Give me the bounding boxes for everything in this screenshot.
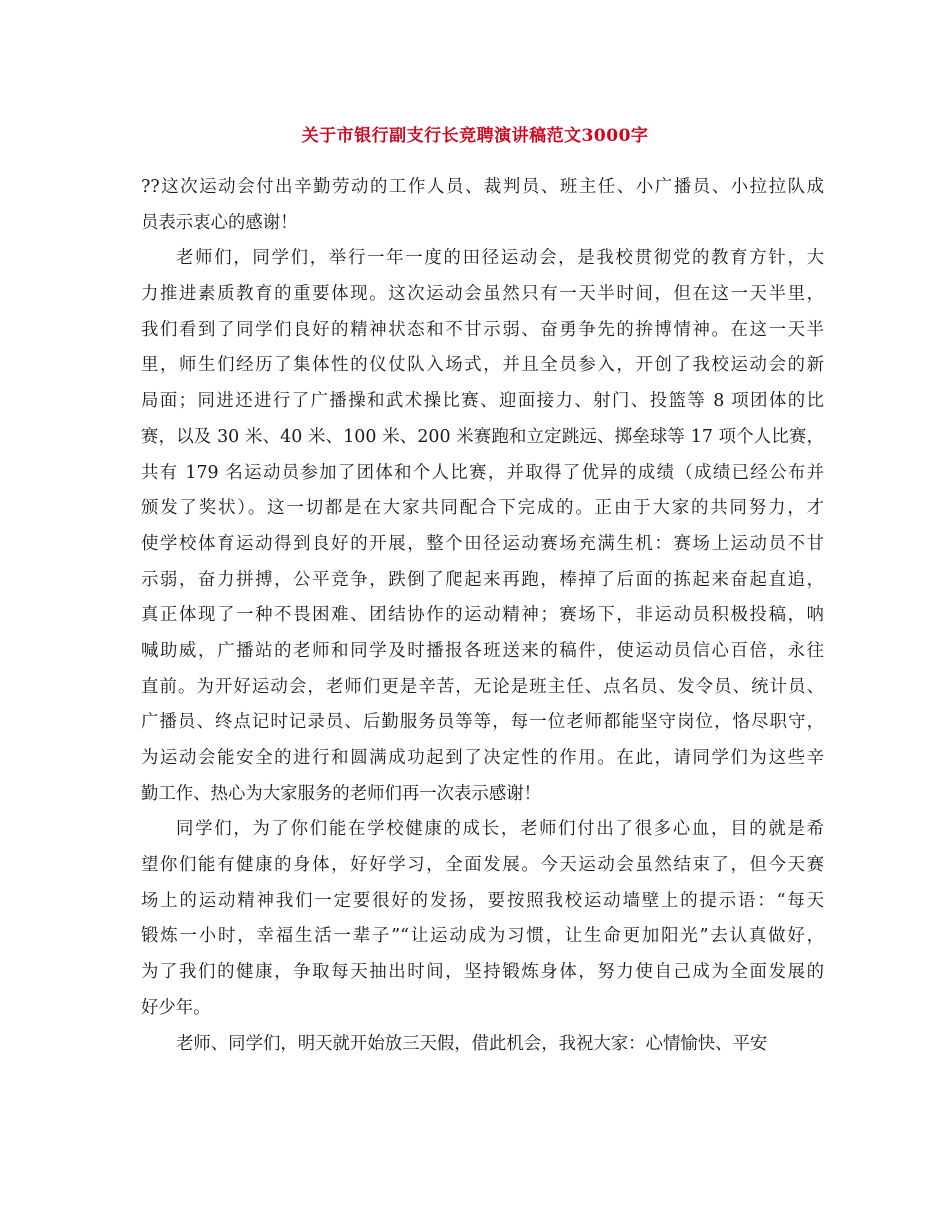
text-line: 示弱，奋力拼搏，公平竞争，跌倒了爬起来再跑，棒掉了后面的拣起来奋起直追，	[141, 569, 824, 590]
text-line: 好少年。	[141, 997, 211, 1018]
text-line: 共有 179 名运动员参加了团体和个人比赛，并取得了优异的成绩（成绩已经公布并	[141, 462, 824, 483]
text-line: 颁发了奖状）。这一切都是在大家共同配合下完成的。正由于大家的共同努力，才	[141, 498, 824, 519]
text-line: 真正体现了一种不畏困难、团结协作的运动精神；赛场下，非运动员积极投稿，呐	[141, 605, 824, 626]
text-line: 我们看到了同学们良好的精神状态和不甘示弱、奋勇争先的拚博情神。在这一天半	[141, 319, 824, 340]
text-line: 望你们能有健康的身体，好好学习，全面发展。今天运动会虽然结束了，但今天赛	[141, 855, 824, 876]
text-line: 里，师生们经历了集体性的仪仗队入场式，并且全员参入，开创了我校运动会的新	[141, 355, 824, 376]
document-body	[141, 170, 824, 1062]
text-line: 为了我们的健康，争取每天抽出时间，坚持锻炼身体，努力使自己成为全面发展的	[141, 962, 824, 983]
text-line: 锻炼一小时，幸福生活一辈子”“让运动成为习惯，让生命更加阳光”去认真做好，	[141, 926, 824, 947]
text-line: 为运动会能安全的进行和圆满成功起到了决定性的作用。在此，请同学们为这些辛	[141, 748, 824, 768]
text-line: 老师、同学们，明天就开始放三天假，借此机会，我祝大家：心情愉快、平安	[176, 1033, 768, 1054]
document-title: 关于市银行副支行长竞聘演讲稿范文3000字	[301, 126, 649, 146]
text-line: 力推进素质教育的重要体现。这次运动会虽然只有一天半时间，但在这一天半里，	[141, 284, 824, 305]
text-line: 场上的运动精神我们一定要很好的发扬，要按照我校运动墙壁上的提示语：“每天	[141, 890, 824, 911]
text-line: 使学校体育运动得到良好的开展，整个田径运动赛场充满生机：赛场上运动员不甘	[141, 533, 824, 554]
text-line: 喊助威，广播站的老师和同学及时播报各班送来的稿件，使运动员信心百倍，永往	[141, 640, 824, 661]
text-line: 直前。为开好运动会，老师们更是辛苦，无论是班主任、点名员、发令员、统计员、	[141, 676, 824, 697]
text-line: ??这次运动会付出辛勤劳动的工作人员、裁判员、班主任、小广播员、小拉拉队成	[141, 177, 824, 197]
text-line: 同学们，为了你们能在学校健康的成长，老师们付出了很多心血，目的就是希	[176, 819, 824, 840]
text-line: 广播员、终点记时记录员、后勤服务员等等，每一位老师都能坚守岗位，恪尽职守，	[141, 712, 824, 733]
text-line: 勤工作、热心为大家服务的老师们再一次表示感谢！	[141, 783, 541, 804]
text-line: 赛，以及 30 米、40 米、100 米、200 米赛跑和立定跳远、掷垒球等 17 项个人比赛，	[141, 426, 824, 447]
text-line: 局面；同进还进行了广播操和武术操比赛、迎面接力、射门、投篮等 8 项团体的比	[141, 391, 824, 412]
text-line: 员表示衷心的感谢！	[141, 212, 298, 233]
text-line: 老师们，同学们，举行一年一度的田径运动会，是我校贯彻党的教育方针，大	[176, 248, 824, 269]
